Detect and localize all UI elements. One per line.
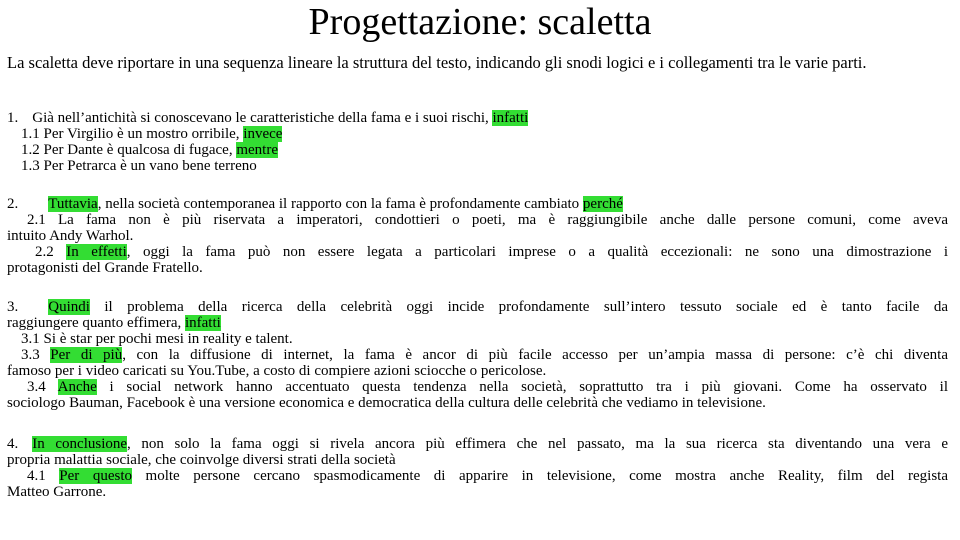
item-text: 1.2 Per Dante è qualcosa di fugace, xyxy=(21,142,233,158)
connective-highlight: Per questo xyxy=(59,468,132,484)
item-number: 4.1 xyxy=(27,468,46,484)
item-text: , con la diffusione di internet, la fama è ancor di più facile accesso per un’ampia massa di persone: c’è chi diventa xyxy=(122,347,949,363)
item-text: , oggi la fama può non essere legata a particolari imprese o a qualità eccezionali: ne sono una dimostrazione i xyxy=(126,244,949,260)
section-2 xyxy=(7,196,948,276)
section-4-number: 4. xyxy=(7,436,19,452)
section-4-text: , non solo la fama oggi si rivela ancora più effimera che nel passato, ma la sua ricerca sta diventando una vera e xyxy=(127,436,948,452)
list-item xyxy=(7,379,948,395)
section-1-heading xyxy=(7,110,948,126)
item-number: 2.2 xyxy=(35,244,54,260)
list-item xyxy=(7,142,948,158)
connective-highlight: perché xyxy=(582,196,623,212)
section-3-heading xyxy=(7,299,948,315)
list-item xyxy=(7,244,948,260)
item-text: molte persone cercano spasmodicamente di apparire in televisione, come mostra anche Reality, film del regista xyxy=(145,468,949,484)
list-item-continuation: protagonisti del Grande Fratello. xyxy=(7,260,203,276)
list-item-continuation: famoso per i video caricati su You.Tube, a costo di compiere azioni sciocche o pericolose. xyxy=(7,363,547,379)
item-text: 2.1 La fama non è più riservata a imperatori, condottieri o poeti, ma è raggiungibile anche dalle persone comuni, come aveva xyxy=(27,212,948,228)
section-3-text: il problema della ricerca della celebrità oggi incide profondamente sull’intero tessuto sociale ed è tanto facile da xyxy=(104,299,948,315)
section-3-continuation xyxy=(7,315,948,331)
item-text: i social network hanno accentuato questa tendenza nella società, soprattutto tra i più giovani. Come ha osservato il xyxy=(109,379,948,395)
section-1 xyxy=(7,110,948,174)
connective-highlight: Per di più xyxy=(50,347,123,363)
list-item xyxy=(7,212,948,228)
connective-highlight: In effetti xyxy=(66,244,127,260)
section-1-number: 1. xyxy=(7,110,19,126)
slide-title: Progettazione: scaletta xyxy=(308,1,652,43)
list-item xyxy=(7,158,948,174)
list-item xyxy=(7,126,948,142)
connective-highlight: infatti xyxy=(492,110,529,126)
item-text: 1.3 Per Petrarca è un vano bene terreno xyxy=(21,158,257,174)
section-4-heading xyxy=(7,436,948,452)
connective-highlight: Tuttavia xyxy=(48,196,98,212)
connective-highlight: Quindi xyxy=(48,299,90,315)
item-text: 1.1 Per Virgilio è un mostro orribile, xyxy=(21,126,240,142)
connective-highlight: infatti xyxy=(184,315,221,331)
list-item xyxy=(7,468,948,484)
section-4 xyxy=(7,436,948,500)
section-3 xyxy=(7,299,948,411)
item-number: 3.3 xyxy=(21,347,40,363)
item-text: 3.1 Si è star per pochi mesi in reality e talent. xyxy=(21,331,293,347)
intro-paragraph: La scaletta deve riportare in una sequenza lineare la struttura del testo, indicando gli snodi logici e i collegamenti tra le varie parti. xyxy=(7,53,867,72)
section-1-text: Già nell’antichità si conoscevano le caratteristiche della fama e i suoi rischi, xyxy=(32,110,489,126)
section-3-number: 3. xyxy=(7,299,19,315)
item-number: 3.4 xyxy=(27,379,46,395)
list-item-continuation: sociologo Bauman, Facebook è una versione economica e democratica della cultura delle celebrità che vediamo in televisione. xyxy=(7,395,766,411)
list-item xyxy=(7,331,948,347)
list-item xyxy=(7,347,948,363)
list-item-continuation: Matteo Garrone. xyxy=(7,484,107,500)
connective-highlight: In conclusione xyxy=(32,436,128,452)
connective-highlight: mentre xyxy=(236,142,278,158)
list-item-continuation: intuito Andy Warhol. xyxy=(7,228,134,244)
section-2-heading xyxy=(7,196,948,212)
connective-highlight: invece xyxy=(243,126,283,142)
section-2-text: , nella società contemporanea il rapporto con la fama è profondamente cambiato xyxy=(97,196,580,212)
section-4-continuation: propria malattia sociale, che coinvolge diversi strati della società xyxy=(7,452,396,468)
connective-highlight: Anche xyxy=(57,379,97,395)
section-3-text: raggiungere quanto effimera, xyxy=(7,315,182,331)
section-2-number: 2. xyxy=(7,196,19,212)
